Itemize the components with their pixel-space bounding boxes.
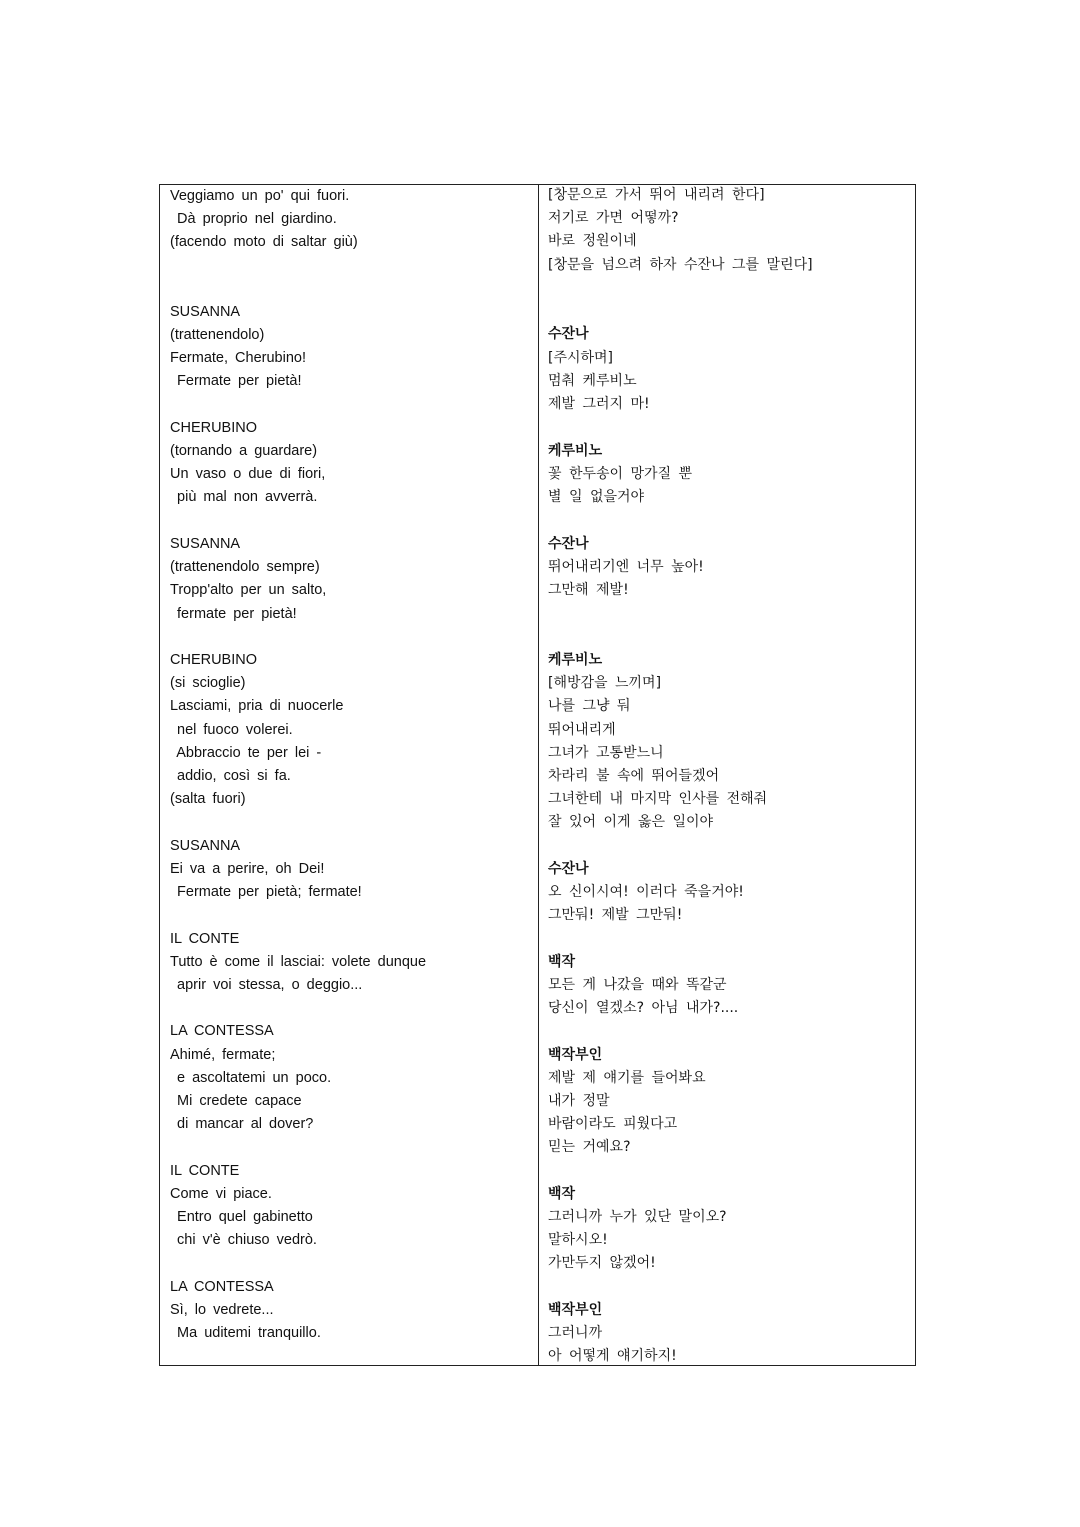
korean-stage-direction: [주시하며] xyxy=(548,350,614,366)
korean-speaker: 백작부인 xyxy=(548,1302,603,1318)
korean-line: 잘 있어 이게 옳은 일이야 xyxy=(548,814,714,830)
korean-line: 가만두지 않겠어! xyxy=(548,1255,656,1271)
italian-line: Mi credete capace xyxy=(170,1093,302,1109)
korean-stage-direction: [창문을 넘으려 하자 수잔나 그를 말린다] xyxy=(548,257,813,273)
korean-line: 그러니까 xyxy=(548,1325,603,1341)
italian-line: Ahimé, fermate; xyxy=(170,1047,276,1063)
italian-line: chi v'è chiuso vedrò. xyxy=(170,1232,317,1248)
italian-line: di mancar al dover? xyxy=(170,1116,314,1132)
korean-line: 아 어떻게 얘기하지! xyxy=(548,1348,677,1364)
italian-stage-direction: (trattenendolo) xyxy=(170,327,265,343)
korean-line: 바람이라도 피웠다고 xyxy=(548,1116,678,1132)
italian-line: più mal non avverrà. xyxy=(170,489,318,505)
italian-line: Tropp'alto per un salto, xyxy=(170,582,327,598)
libretto-table xyxy=(159,184,916,1366)
italian-line: Fermate per pietà; fermate! xyxy=(170,884,362,900)
italian-speaker: IL CONTE xyxy=(170,1163,240,1179)
korean-line: 차라리 불 속에 뛰어들겠어 xyxy=(548,768,720,784)
italian-line: Fermate, Cherubino! xyxy=(170,350,306,366)
korean-line: 저기로 가면 어떻까? xyxy=(548,210,679,226)
italian-speaker: SUSANNA xyxy=(170,838,241,854)
korean-line: 말하시오! xyxy=(548,1232,608,1248)
italian-stage-direction: (trattenendolo sempre) xyxy=(170,559,320,575)
italian-line: Tutto è come il lasciai: volete dunque xyxy=(170,954,427,970)
italian-speaker: LA CONTESSA xyxy=(170,1023,274,1039)
korean-line: 그만해 제발! xyxy=(548,582,629,598)
italian-line: Lasciami, pria di nuocerle xyxy=(170,698,344,714)
italian-line: e ascoltatemi un poco. xyxy=(170,1070,332,1086)
italian-line: Abbraccio te per lei - xyxy=(170,745,322,761)
italian-line: aprir voi stessa, o deggio... xyxy=(170,977,363,993)
korean-speaker: 케루비노 xyxy=(548,652,603,668)
korean-speaker: 수잔나 xyxy=(548,536,589,552)
korean-line: 뛰어내리기엔 너무 높아! xyxy=(548,559,704,575)
korean-line: 멈춰 케루비노 xyxy=(548,373,637,389)
italian-stage-direction: (si scioglie) xyxy=(170,675,246,691)
korean-speaker: 수잔나 xyxy=(548,326,589,342)
korean-line: 뛰어내리게 xyxy=(548,722,616,738)
korean-line: 당신이 열겠소? 아님 내가?.... xyxy=(548,1000,739,1016)
italian-line: Sì, lo vedrete... xyxy=(170,1302,274,1318)
korean-line: 그러니까 누가 있단 말이오? xyxy=(548,1209,727,1225)
italian-line: Ma uditemi tranquillo. xyxy=(170,1325,321,1341)
korean-speaker: 백작 xyxy=(548,954,576,970)
italian-speaker: CHERUBINO xyxy=(170,420,258,436)
italian-line: addio, così si fa. xyxy=(170,768,291,784)
korean-line: 그녀한테 내 마지막 인사를 전해줘 xyxy=(548,791,768,807)
italian-speaker: IL CONTE xyxy=(170,931,240,947)
korean-line: 오 신이시여! 이러다 죽을거야! xyxy=(548,884,744,900)
italian-line: Veggiamo un po' qui fuori. xyxy=(170,188,350,204)
korean-stage-direction: [해방감을 느끼며] xyxy=(548,675,662,691)
korean-line: 제발 그러지 마! xyxy=(548,396,650,412)
italian-speaker: SUSANNA xyxy=(170,536,241,552)
korean-line: 믿는 거예요? xyxy=(548,1139,631,1155)
korean-line: 바로 정원이네 xyxy=(548,233,637,249)
korean-line: 별 일 없을거야 xyxy=(548,489,645,505)
italian-line: fermate per pietà! xyxy=(170,606,297,622)
italian-line: Entro quel gabinetto xyxy=(170,1209,313,1225)
italian-line: Dà proprio nel giardino. xyxy=(170,211,337,227)
italian-stage-direction: (salta fuori) xyxy=(170,791,246,807)
italian-stage-direction: (facendo moto di saltar giù) xyxy=(170,234,358,250)
korean-line: 그만둬! 제발 그만둬! xyxy=(548,907,683,923)
korean-line: 나를 그냥 둬 xyxy=(548,698,631,714)
korean-line: 꽃 한두송이 망가질 뿐 xyxy=(548,466,693,482)
italian-line: Fermate per pietà! xyxy=(170,373,302,389)
korean-speaker: 케루비노 xyxy=(548,443,603,459)
korean-line: 모든 게 나갔을 때와 똑같군 xyxy=(548,977,727,993)
italian-speaker: LA CONTESSA xyxy=(170,1279,274,1295)
korean-speaker: 백작 xyxy=(548,1186,576,1202)
italian-line: nel fuoco volerei. xyxy=(170,722,293,738)
italian-speaker: SUSANNA xyxy=(170,304,241,320)
italian-line: Come vi piace. xyxy=(170,1186,272,1202)
italian-line: Un vaso o due di fiori, xyxy=(170,466,326,482)
column-divider xyxy=(538,185,539,1365)
italian-line: Ei va a perire, oh Dei! xyxy=(170,861,325,877)
korean-line: 내가 정말 xyxy=(548,1093,610,1109)
italian-stage-direction: (tornando a guardare) xyxy=(170,443,318,459)
korean-speaker: 백작부인 xyxy=(548,1047,603,1063)
korean-speaker: 수잔나 xyxy=(548,861,589,877)
korean-stage-direction: [창문으로 가서 뛰어 내리려 한다] xyxy=(548,187,765,203)
italian-speaker: CHERUBINO xyxy=(170,652,258,668)
korean-line: 그녀가 고통받느니 xyxy=(548,745,664,761)
korean-line: 제발 제 얘기를 들어봐요 xyxy=(548,1070,706,1086)
